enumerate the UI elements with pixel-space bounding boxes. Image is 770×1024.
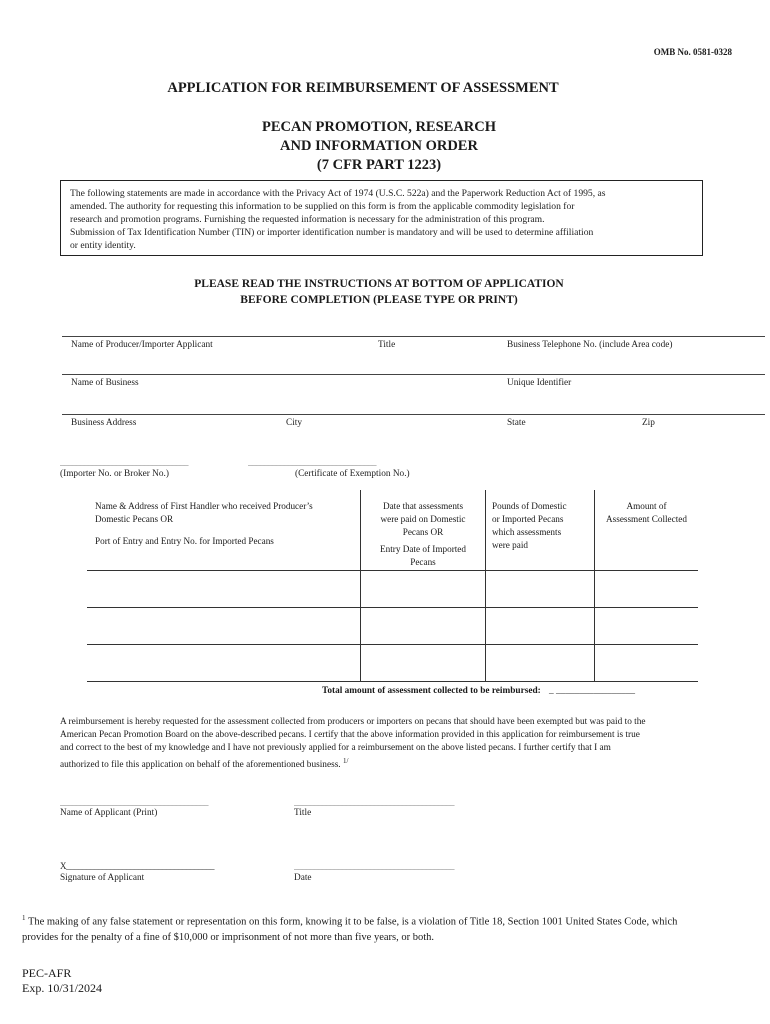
header-cell-date	[361, 490, 486, 571]
footnote-mark: 1	[22, 914, 26, 922]
divider-line	[62, 414, 765, 415]
cert-line-3: and correct to the best of my knowledge and I have not previously applied for a reimbursement on the above listed pecans. I further certify that I am	[60, 743, 611, 753]
importer-number-line[interactable]: ________________________________	[60, 457, 188, 467]
business-phone-field[interactable]: Business Telephone No. (include Area code)	[507, 340, 673, 350]
table-row	[87, 645, 698, 682]
footnote-ref: 1/	[342, 757, 349, 765]
zip-field[interactable]: Zip	[642, 418, 655, 428]
col4-text-1: Amount of	[626, 501, 667, 511]
applicant-title-line[interactable]: ________________________________________	[294, 797, 454, 807]
cert-line-4: authorized to file this application on behalf of the aforementioned business. $^{1/}$	[60, 757, 349, 771]
subtitle-line-2: AND INFORMATION ORDER	[280, 138, 478, 154]
instructions-line-2: BEFORE COMPLETION (PLEASE TYPE OR PRINT)	[240, 294, 518, 306]
handler-cell[interactable]	[87, 608, 361, 645]
date-line[interactable]: ________________________________________	[294, 861, 454, 871]
privacy-line-5: or entity identity.	[70, 240, 136, 251]
col4-text-2: Assessment Collected	[606, 514, 687, 524]
pounds-cell[interactable]	[486, 645, 595, 682]
col2-text-1: Date that assessments	[382, 501, 464, 511]
footnote-line-1: $^1$ The making of any false statement or representation on this form, knowing it to be false, is a violation of Title 18, Section 1001 United States Code, which	[22, 914, 678, 928]
privacy-line-2: amended. The authority for requesting this information to be supplied on this form is from the applicable commodity legislation for	[70, 201, 575, 212]
importer-number-label: (Importer No. or Broker No.)	[60, 469, 169, 479]
applicant-name-label: Name of Applicant (Print)	[60, 808, 158, 818]
exemption-number-label: (Certificate of Exemption No.)	[295, 469, 410, 479]
privacy-line-4: Submission of Tax Identification Number (TIN) or importer identification number is mandatory and will be used to determine affiliation	[70, 227, 594, 238]
total-amount-line[interactable]: _ _________________	[549, 686, 636, 696]
pounds-cell[interactable]	[486, 608, 595, 645]
total-label: Total amount of assessment collected to be reimbursed:	[322, 686, 541, 696]
amount-cell[interactable]	[595, 645, 699, 682]
handler-cell[interactable]	[87, 645, 361, 682]
privacy-line-1: The following statements are made in accordance with the Privacy Act of 1974 (U.S.C. 522a) and the Paperwork Reduction Act of 1995, as	[70, 188, 606, 199]
col2-text-4: Entry Date of Imported	[380, 544, 466, 554]
header-cell-handler	[87, 490, 361, 571]
business-name-field[interactable]: Name of Business	[71, 378, 139, 388]
applicant-name-line[interactable]: _____________________________________	[60, 797, 208, 807]
header-cell-pounds	[486, 490, 595, 571]
signature-label: Signature of Applicant	[60, 873, 145, 883]
date-label: Date	[294, 873, 312, 883]
footnote-line-2: provides for the penalty of a fine of $10,000 or imprisonment of not more than five years, or both.	[22, 931, 435, 943]
cert-line-1: A reimbursement is hereby requested for the assessment collected from producers or importers on pecans that should have been exempted but was paid to the	[60, 717, 646, 727]
pounds-cell[interactable]	[486, 571, 595, 608]
col1-text-3: Port of Entry and Entry No. for Imported Pecans	[95, 536, 274, 546]
col3-text-1: Pounds of Domestic	[492, 501, 567, 511]
divider-line	[62, 336, 765, 337]
col3-text-4: were paid	[492, 540, 528, 550]
city-field[interactable]: City	[286, 418, 303, 428]
divider-line	[62, 374, 765, 375]
date-cell[interactable]	[361, 645, 486, 682]
form-code: PEC-AFR	[22, 966, 72, 980]
header-cell-amount	[595, 490, 699, 571]
instructions-line-1: PLEASE READ THE INSTRUCTIONS AT BOTTOM OF APPLICATION	[194, 278, 564, 290]
form-title: APPLICATION FOR REIMBURSEMENT OF ASSESSMENT	[167, 80, 559, 96]
col1-text-1: Name & Address of First Handler who received Producer’s	[95, 501, 313, 511]
col3-text-2: or Imported Pecans	[492, 514, 564, 524]
col3-text-3: which assessments	[492, 527, 562, 537]
col2-text-2: were paid on Domestic	[380, 514, 466, 524]
form-identifier	[22, 966, 102, 996]
state-field[interactable]: State	[507, 418, 526, 428]
unique-identifier-field[interactable]: Unique Identifier	[507, 378, 572, 388]
footnote	[22, 911, 742, 945]
privacy-statement-box	[60, 180, 703, 256]
signature-line[interactable]: X_____________________________________	[60, 861, 214, 871]
table-row	[87, 608, 698, 645]
subtitle-line-3: (7 CFR PART 1223)	[316, 157, 442, 173]
table-row	[87, 571, 698, 608]
amount-cell[interactable]	[595, 571, 699, 608]
date-cell[interactable]	[361, 608, 486, 645]
instructions-notice	[0, 276, 758, 308]
privacy-line-3: research and promotion programs. Furnishing the requested information is necessary for the administration of this program.	[70, 214, 545, 225]
date-cell[interactable]	[361, 571, 486, 608]
applicant-name-field[interactable]: Name of Producer/Importer Applicant	[71, 340, 213, 350]
col2-text-3: Pecans OR	[402, 527, 444, 537]
table-header-row	[87, 490, 698, 571]
total-reimbursement	[322, 686, 635, 696]
cert-line-2: American Pecan Promotion Board on the above-described pecans. I certify that the above information provided in this application for reimbursement is true	[60, 730, 640, 740]
certification-statement	[60, 716, 710, 772]
business-address-field[interactable]: Business Address	[71, 418, 137, 428]
handler-cell[interactable]	[87, 571, 361, 608]
amount-cell[interactable]	[595, 608, 699, 645]
form-expiration: Exp. 10/31/2024	[22, 981, 102, 995]
applicant-title-field[interactable]: Title	[378, 340, 396, 350]
exemption-number-line[interactable]: ________________________________	[248, 457, 376, 467]
form-subtitle	[0, 118, 758, 175]
table-bottom-border	[87, 682, 698, 683]
subtitle-line-1: PECAN PROMOTION, RESEARCH	[261, 119, 497, 135]
col2-text-5: Pecans	[410, 557, 436, 567]
omb-number: OMB No. 0581-0328	[653, 47, 732, 57]
applicant-title-label: Title	[294, 808, 312, 818]
col1-text-2: Domestic Pecans OR	[95, 514, 174, 524]
assessment-table	[87, 490, 698, 682]
